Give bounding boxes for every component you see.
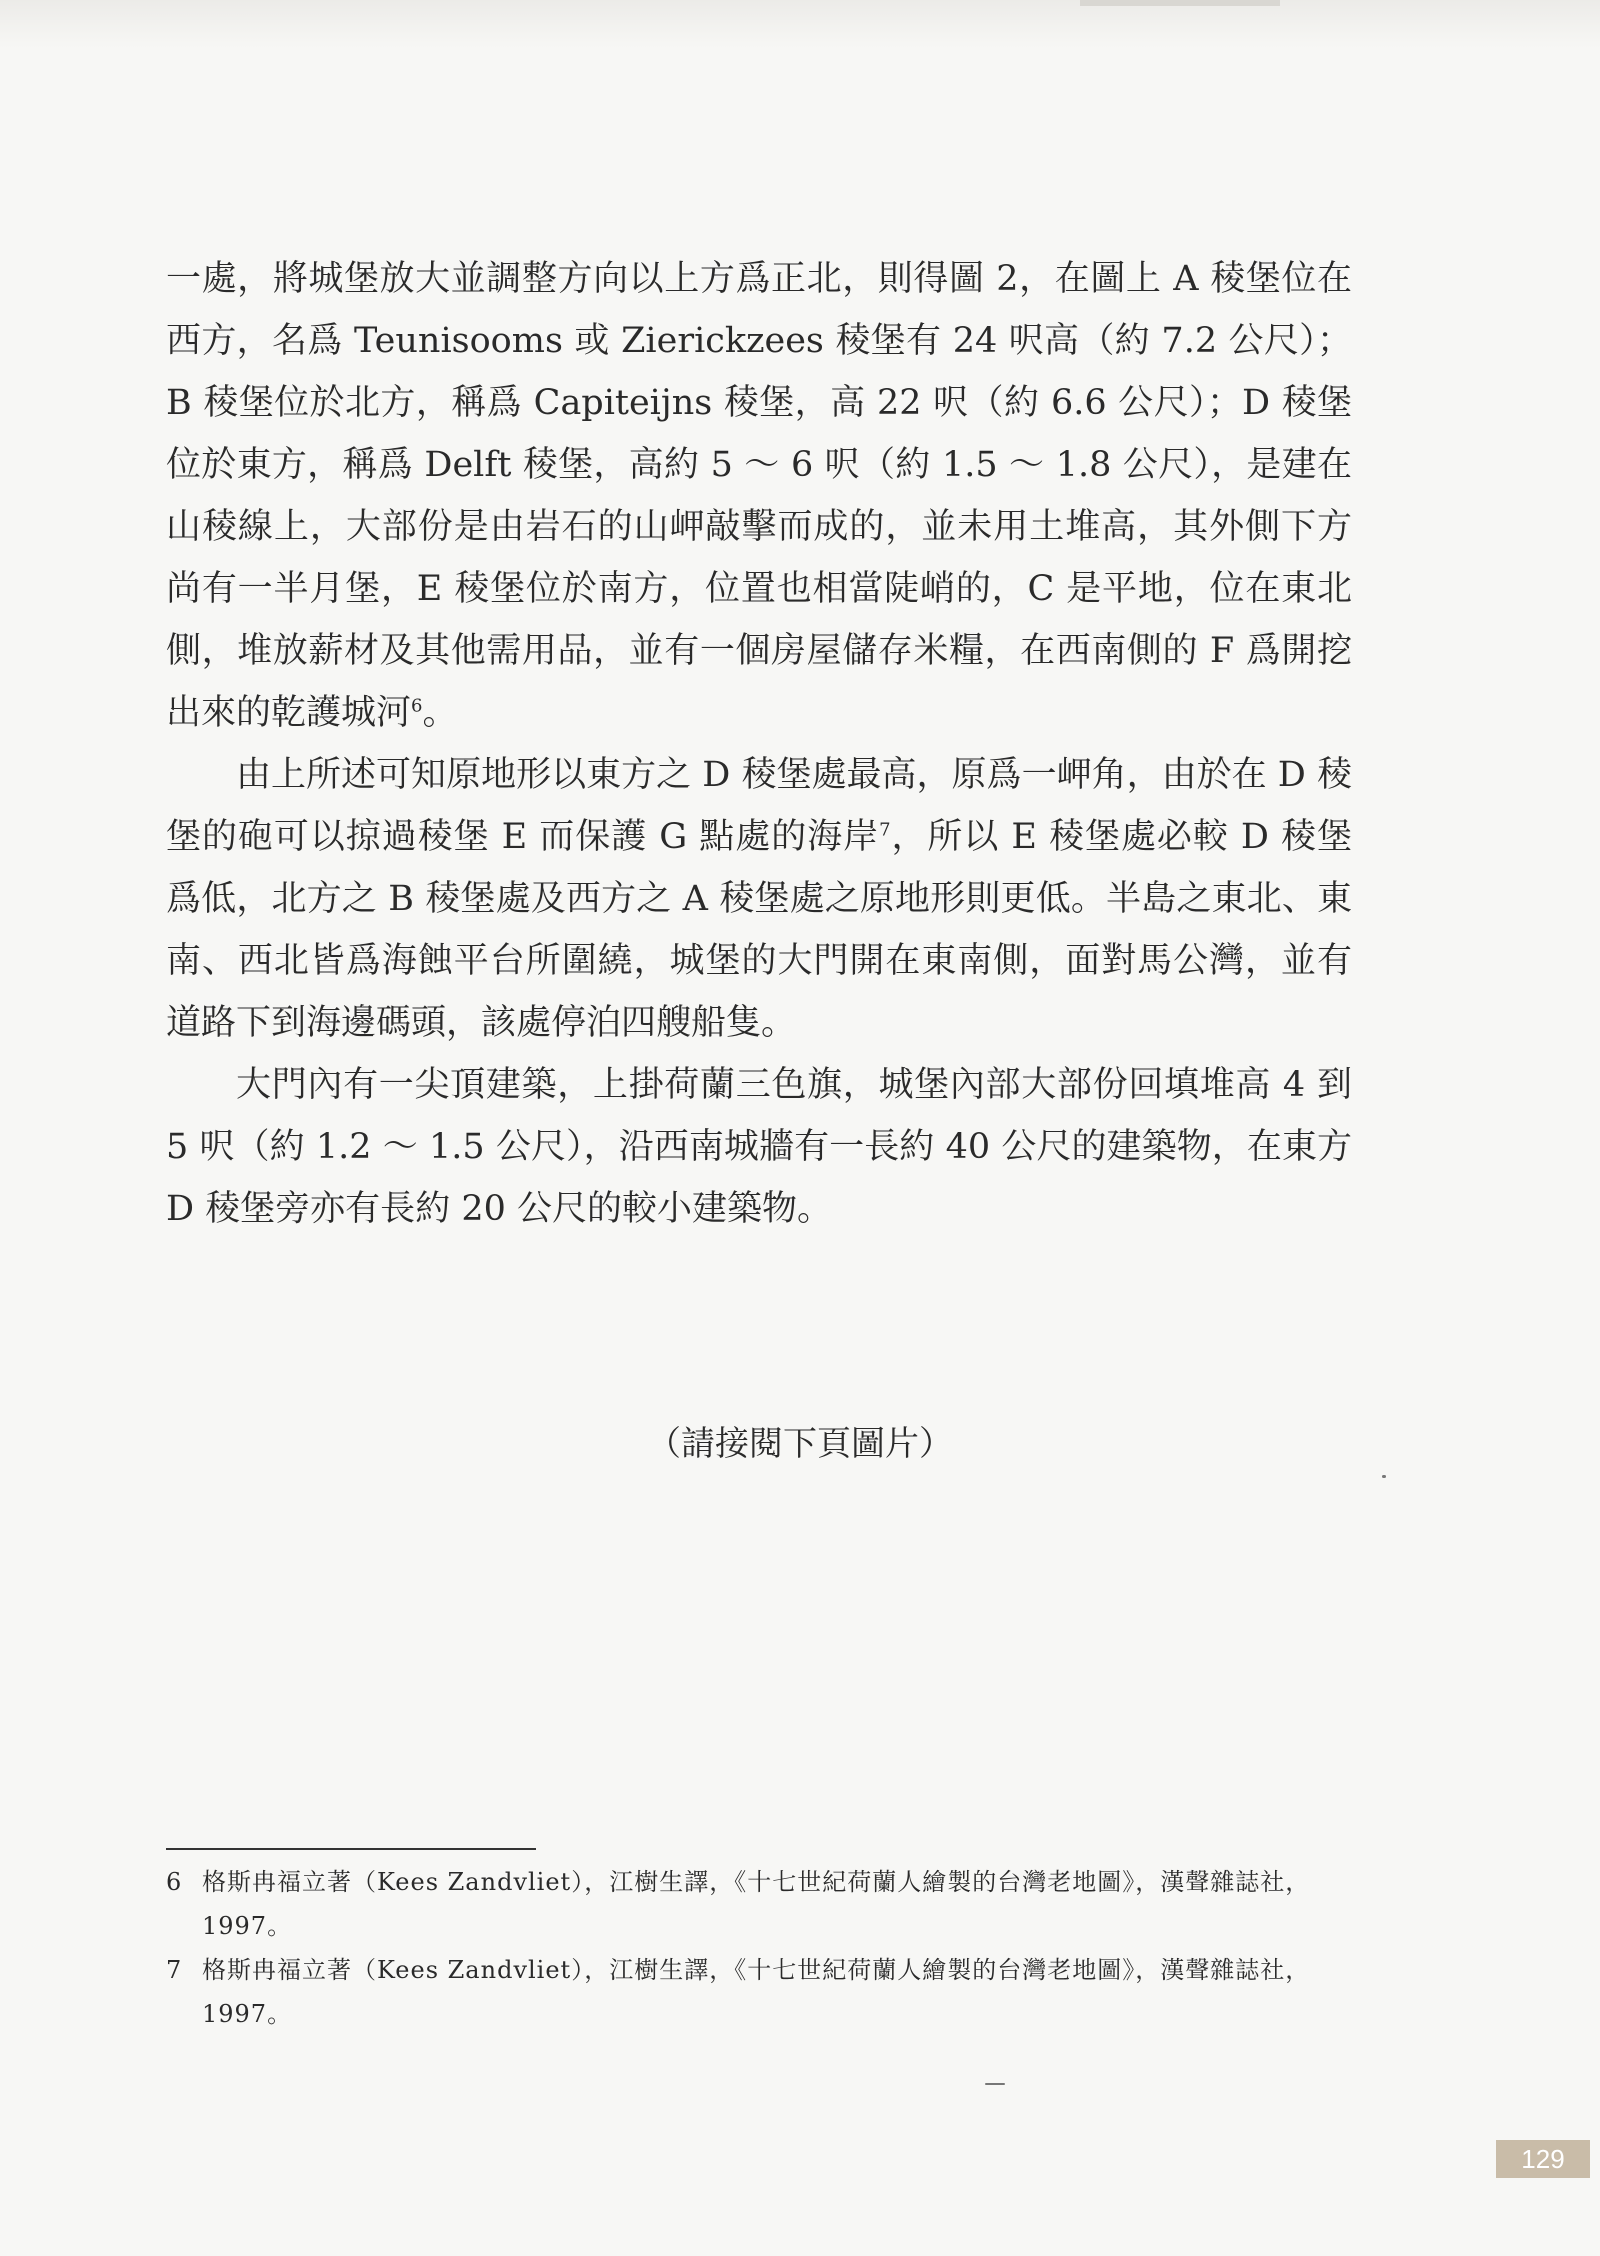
paragraph-1: [166, 248, 1352, 744]
footnote-ref-6[interactable]: 6: [411, 695, 423, 717]
scan-speck: [1382, 1475, 1386, 1478]
footnote-7: [166, 1948, 1352, 2036]
footnote-text: 格斯冉福立著（Kees Zandvliet），江樹生譯，《十七世紀荷蘭人繪製的台灣老地圖》，漢聲雜誌社，1997。: [202, 1956, 1311, 2028]
paragraph-1-text-b: 。: [422, 693, 458, 733]
paragraph-3: [166, 1054, 1352, 1240]
body-text: [166, 248, 1352, 1240]
continued-note: （請接閱下頁圖片）: [647, 1424, 953, 1464]
paragraph-2-text-a: 由上所述可知原地形以東方之 D 稜堡處最高，原爲一岬角，由於在 D 稜堡的砲可以掠過稜堡 E 而保護 G 點處的海岸: [166, 755, 1352, 857]
footnote-6: [166, 1860, 1352, 1948]
scan-edge-mark: [1080, 0, 1280, 6]
paragraph-3-text: 大門內有一尖頂建築，上掛荷蘭三色旗，城堡內部大部份回填堆高 4 到 5 呎（約 1.2 ～ 1.5 公尺），沿西南城牆有一長約 40 公尺的建築物，在東方 D 稜堡旁亦有長約 20 公尺的較小建築物。: [166, 1065, 1352, 1229]
paragraph-2-text-b: ，所以 E 稜堡處必較 D 稜堡爲低，北方之 B 稜堡處及西方之 A 稜堡處之原地形則更低。半島之東北、東南、西北皆爲海蝕平台所圍繞，城堡的大門開在東南側，面對馬公灣，並有道路下到海邊碼頭，該處停泊四艘船隻。: [166, 817, 1352, 1043]
footnote-number: 6: [166, 1868, 183, 1896]
paragraph-1-text-a: 一處，將城堡放大並調整方向以上方爲正北，則得圖 2，在圖上 A 稜堡位在西方，名爲 Teunisooms 或 Zierickzees 稜堡有 24 呎高（約 7.2 公尺）；B 稜堡位於北方，稱爲 Capiteijns 稜堡，高 22 呎（約 6.6 公尺）；D 稜堡位於東方，稱爲 Delft 稜堡，高約 5 ～ 6 呎（約 1.5 ～ 1.8 公尺），是建在山稜線上，大部份是由岩石的山岬敲擊而成的，並未用土堆高，其外側下方尚有一半月堡，E 稜堡位於南方，位置也相當陡峭的，C 是平地，位在東北側，堆放薪材及其他需用品，並有一個房屋儲存米糧，在西南側的 F 爲開挖出來的乾護城河: [166, 259, 1352, 733]
footnotes: [166, 1860, 1352, 2036]
paragraph-2: [166, 744, 1352, 1054]
page-top-shadow: [0, 0, 1600, 48]
footnote-ref-7[interactable]: 7: [879, 819, 891, 841]
page-number: 129: [1496, 2140, 1590, 2178]
footnote-separator: [166, 1848, 536, 1850]
footnote-text: 格斯冉福立著（Kees Zandvliet），江樹生譯，《十七世紀荷蘭人繪製的台灣老地圖》，漢聲雜誌社，1997。: [202, 1868, 1311, 1940]
footnote-number: 7: [166, 1956, 183, 1984]
scan-speck: [985, 2083, 1005, 2085]
